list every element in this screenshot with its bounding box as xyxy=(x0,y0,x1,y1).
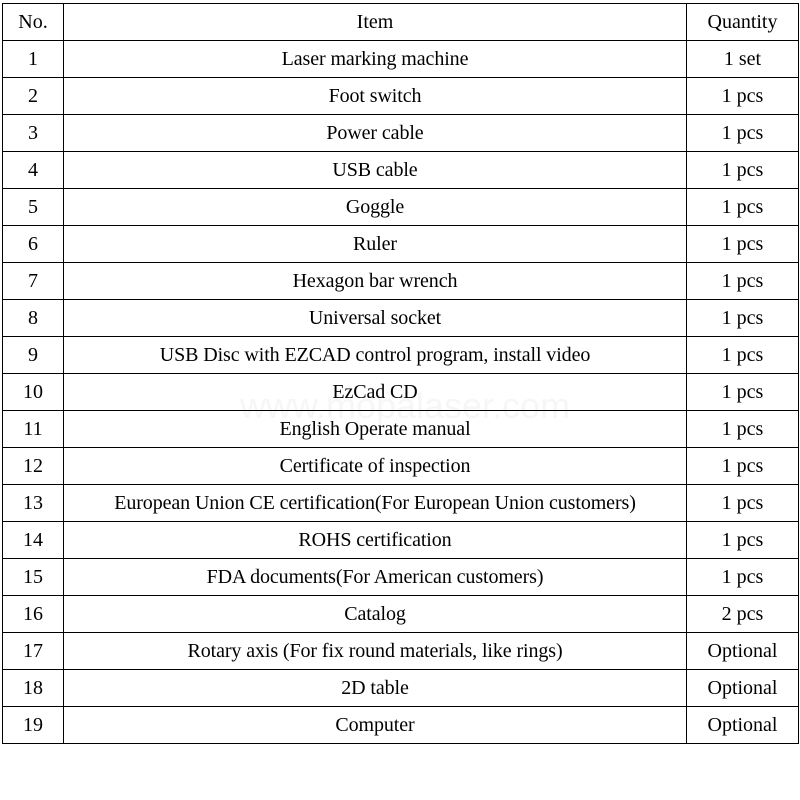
table-row xyxy=(3,559,799,596)
cell-quantity: 1 pcs xyxy=(687,152,799,189)
cell-quantity: 1 pcs xyxy=(687,78,799,115)
cell-item: Goggle xyxy=(64,189,687,226)
cell-quantity: 1 pcs xyxy=(687,263,799,300)
cell-item: USB cable xyxy=(64,152,687,189)
header-item: Item xyxy=(64,4,687,41)
cell-item: ROHS certification xyxy=(64,522,687,559)
table-row xyxy=(3,263,799,300)
cell-no: 9 xyxy=(3,337,64,374)
table-row xyxy=(3,189,799,226)
cell-quantity: 1 pcs xyxy=(687,115,799,152)
cell-quantity: 1 pcs xyxy=(687,226,799,263)
cell-no: 19 xyxy=(3,707,64,744)
cell-item: Certificate of inspection xyxy=(64,448,687,485)
table-row xyxy=(3,337,799,374)
cell-item: Foot switch xyxy=(64,78,687,115)
header-quantity: Quantity xyxy=(687,4,799,41)
table-row xyxy=(3,152,799,189)
cell-no: 10 xyxy=(3,374,64,411)
table-row xyxy=(3,670,799,707)
cell-no: 6 xyxy=(3,226,64,263)
cell-quantity: 1 pcs xyxy=(687,189,799,226)
cell-item: Laser marking machine xyxy=(64,41,687,78)
header-no: No. xyxy=(3,4,64,41)
cell-no: 1 xyxy=(3,41,64,78)
cell-quantity: 1 pcs xyxy=(687,374,799,411)
table-row xyxy=(3,522,799,559)
table-row xyxy=(3,707,799,744)
table-row xyxy=(3,633,799,670)
cell-item: English Operate manual xyxy=(64,411,687,448)
cell-no: 11 xyxy=(3,411,64,448)
cell-no: 17 xyxy=(3,633,64,670)
cell-quantity: 1 pcs xyxy=(687,485,799,522)
cell-no: 13 xyxy=(3,485,64,522)
cell-no: 16 xyxy=(3,596,64,633)
cell-no: 18 xyxy=(3,670,64,707)
cell-quantity: 1 pcs xyxy=(687,411,799,448)
cell-no: 8 xyxy=(3,300,64,337)
table-row xyxy=(3,41,799,78)
packing-list-table xyxy=(2,3,799,744)
cell-no: 15 xyxy=(3,559,64,596)
cell-no: 3 xyxy=(3,115,64,152)
table-row xyxy=(3,300,799,337)
table-row xyxy=(3,374,799,411)
cell-item: Catalog xyxy=(64,596,687,633)
cell-item: Hexagon bar wrench xyxy=(64,263,687,300)
table-row xyxy=(3,226,799,263)
cell-item: Power cable xyxy=(64,115,687,152)
cell-quantity: 1 pcs xyxy=(687,522,799,559)
cell-quantity: Optional xyxy=(687,707,799,744)
table-row xyxy=(3,448,799,485)
cell-item: 2D table xyxy=(64,670,687,707)
cell-quantity: 1 pcs xyxy=(687,559,799,596)
cell-item: FDA documents(For American customers) xyxy=(64,559,687,596)
header-row xyxy=(3,4,799,41)
cell-item: Universal socket xyxy=(64,300,687,337)
cell-quantity: 1 set xyxy=(687,41,799,78)
cell-item: European Union CE certification(For European Union customers) xyxy=(64,485,687,522)
cell-quantity: 1 pcs xyxy=(687,300,799,337)
table-row xyxy=(3,485,799,522)
table-row xyxy=(3,596,799,633)
cell-no: 5 xyxy=(3,189,64,226)
cell-item: USB Disc with EZCAD control program, install video xyxy=(64,337,687,374)
table-row xyxy=(3,115,799,152)
cell-item: Rotary axis (For fix round materials, like rings) xyxy=(64,633,687,670)
cell-item: EzCad CD xyxy=(64,374,687,411)
cell-no: 2 xyxy=(3,78,64,115)
cell-item: Computer xyxy=(64,707,687,744)
cell-no: 7 xyxy=(3,263,64,300)
cell-no: 12 xyxy=(3,448,64,485)
cell-quantity: 1 pcs xyxy=(687,448,799,485)
cell-quantity: Optional xyxy=(687,670,799,707)
cell-item: Ruler xyxy=(64,226,687,263)
cell-quantity: Optional xyxy=(687,633,799,670)
table-row xyxy=(3,78,799,115)
cell-no: 14 xyxy=(3,522,64,559)
cell-quantity: 1 pcs xyxy=(687,337,799,374)
cell-quantity: 2 pcs xyxy=(687,596,799,633)
table-row xyxy=(3,411,799,448)
cell-no: 4 xyxy=(3,152,64,189)
